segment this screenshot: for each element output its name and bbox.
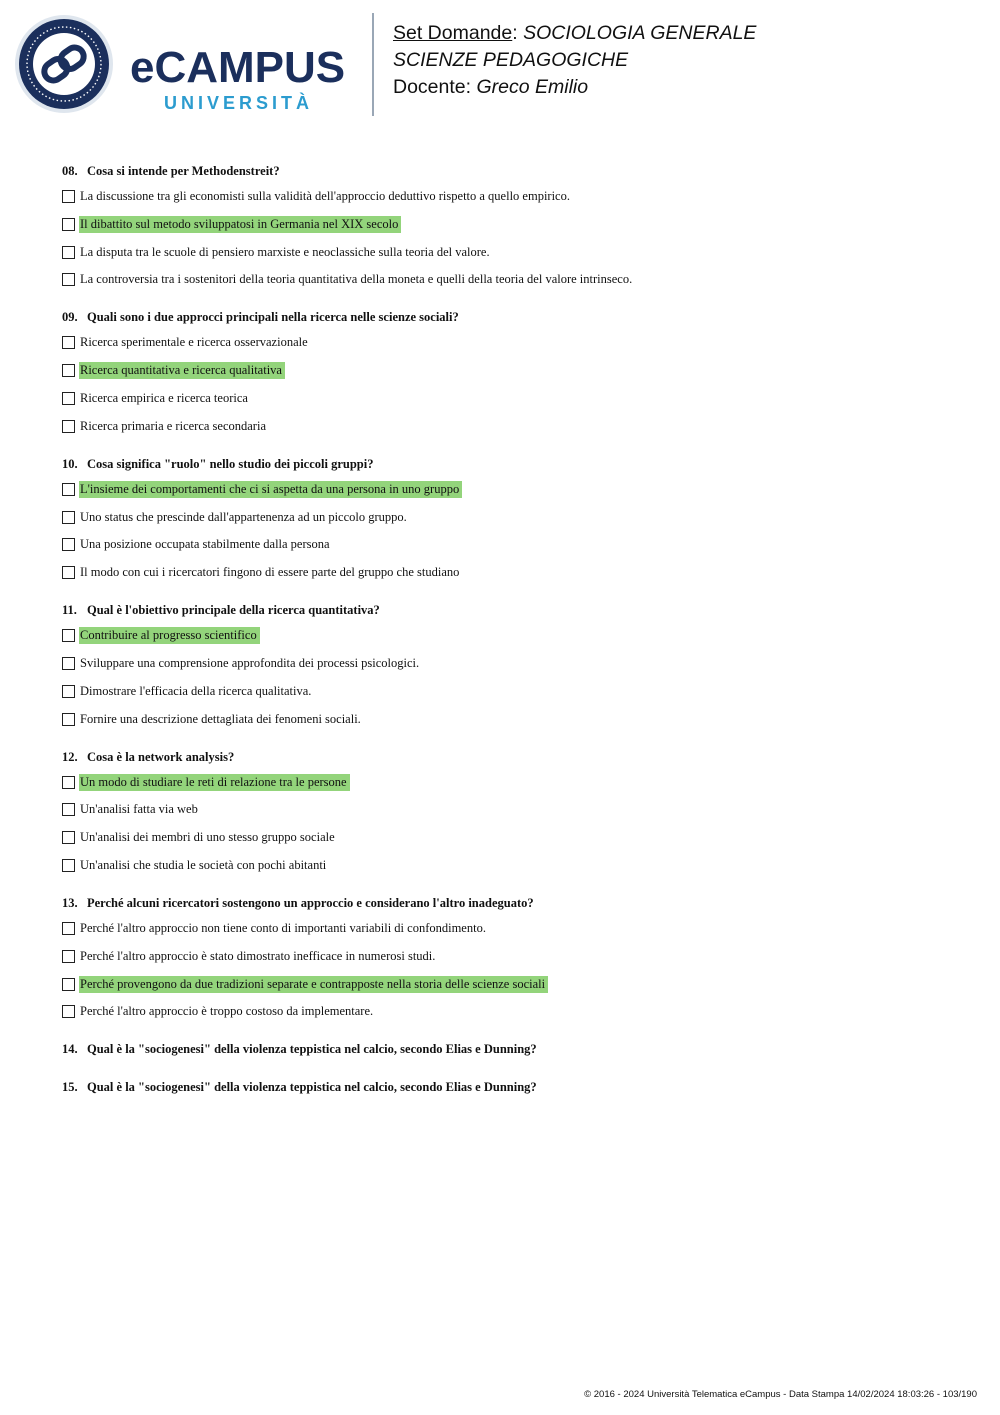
answer-option[interactable]: [62, 773, 962, 792]
answer-option[interactable]: [62, 187, 962, 206]
answer-text: Ricerca empirica e ricerca teorica: [80, 390, 248, 405]
question-number: 10.: [62, 456, 78, 471]
answer-option[interactable]: [62, 243, 962, 262]
answer-checkbox[interactable]: [62, 364, 75, 377]
question-number: 13.: [62, 895, 78, 910]
question-number: 11.: [62, 603, 77, 618]
answer-checkbox[interactable]: [62, 392, 75, 405]
answer-text: Fornire una descrizione dettagliata dei fenomeni sociali.: [80, 711, 361, 726]
answer-text: La discussione tra gli economisti sulla validità dell'approccio deduttivo rispetto a quello empirico.: [80, 189, 570, 203]
question-title: [62, 1041, 962, 1057]
question-number: 12.: [62, 749, 78, 764]
answer-option[interactable]: [62, 480, 962, 499]
question-block: [62, 309, 962, 435]
answer-option[interactable]: [62, 215, 962, 234]
answer-text: Una posizione occupata stabilmente dalla persona: [80, 537, 330, 552]
answer-checkbox[interactable]: [62, 246, 75, 259]
answer-checkbox[interactable]: [62, 1005, 75, 1018]
question-title: [62, 749, 962, 765]
answer-text: Ricerca primaria e ricerca secondaria: [80, 418, 266, 433]
correct-answer-text: Il dibattito sul metodo sviluppatosi in Germania nel XIX secolo: [79, 216, 401, 233]
answer-option[interactable]: [62, 856, 962, 875]
answer-text: Sviluppare una comprensione approfondita dei processi psicologici.: [80, 655, 420, 670]
answer-option[interactable]: [62, 626, 962, 645]
set-label: Set Domande: [393, 22, 513, 44]
answer-text: Dimostrare l'efficacia della ricerca qualitativa.: [80, 683, 312, 698]
question-block: [62, 456, 962, 582]
logo-subtext: UNIVERSITÀ: [164, 93, 314, 113]
answer-option[interactable]: [62, 333, 962, 352]
answer-text: La controversia tra i sostenitori della teoria quantitativa della moneta e quelli della teoria del valore intrinseco.: [80, 272, 633, 287]
answer-text: Perché l'altro approccio è troppo costoso da implementare.: [80, 1004, 374, 1019]
answer-option[interactable]: [62, 389, 962, 408]
answer-checkbox[interactable]: [62, 511, 75, 524]
answer-checkbox[interactable]: [62, 950, 75, 963]
answer-option[interactable]: [62, 1002, 962, 1021]
answer-option[interactable]: [62, 947, 962, 966]
answer-option[interactable]: [62, 563, 962, 582]
answer-text: Un'analisi fatta via web: [80, 802, 198, 817]
answer-text: Un'analisi dei membri di uno stesso gruppo sociale: [80, 830, 335, 845]
course-line: Set Domande: SOCIOLOGIA GENERALE: [393, 22, 757, 44]
answer-checkbox[interactable]: [62, 218, 75, 231]
question-number: 09.: [62, 310, 78, 325]
answer-checkbox[interactable]: [62, 273, 75, 286]
answer-option[interactable]: [62, 828, 962, 847]
correct-answer-text: Un modo di studiare le reti di relazione tra le persone: [79, 774, 350, 791]
answer-option[interactable]: [62, 682, 962, 701]
answer-checkbox[interactable]: [62, 831, 75, 844]
answer-option[interactable]: [62, 417, 962, 436]
correct-answer-text: Contribuire al progresso scientifico: [79, 627, 260, 644]
answer-checkbox[interactable]: [62, 859, 75, 872]
question-text: Qual è l'obiettivo principale della ricerca quantitativa?: [87, 603, 380, 618]
question-title: [62, 1079, 962, 1095]
question-block: [62, 163, 962, 289]
correct-answer-text: L'insieme dei comportamenti che ci si aspetta da una persona in uno gruppo: [79, 481, 462, 498]
header-divider: [372, 13, 374, 116]
footer-copyright: © 2016 - 2024 Università Telematica eCampus - Data Stampa 14/02/2024 18:03:26 - 103/190: [584, 1389, 977, 1400]
answer-checkbox[interactable]: [62, 538, 75, 551]
question-text: Quali sono i due approcci principali nella ricerca nelle scienze sociali?: [87, 310, 459, 325]
question-title: [62, 895, 962, 911]
question-title: [62, 309, 962, 325]
answer-checkbox[interactable]: [62, 566, 75, 579]
teacher-line: [393, 74, 756, 101]
document-header: [393, 20, 756, 101]
answer-checkbox[interactable]: [62, 713, 75, 726]
answer-text: Ricerca sperimentale e ricerca osservazionale: [80, 335, 308, 350]
answer-checkbox[interactable]: [62, 629, 75, 642]
answer-checkbox[interactable]: [62, 657, 75, 670]
answer-option[interactable]: [62, 919, 962, 938]
answer-checkbox[interactable]: [62, 685, 75, 698]
answer-checkbox[interactable]: [62, 978, 75, 991]
answer-option[interactable]: [62, 361, 962, 380]
answer-option[interactable]: [62, 535, 962, 554]
correct-answer-text: Perché provengono da due tradizioni separate e contrapposte nella storia delle scienze sociali: [79, 976, 548, 993]
teacher-name: Greco Emilio: [476, 76, 589, 98]
answer-checkbox[interactable]: [62, 420, 75, 433]
answer-option[interactable]: [62, 654, 962, 673]
answer-option[interactable]: [62, 800, 962, 819]
question-number: 14.: [62, 1042, 78, 1057]
correct-answer-text: Ricerca quantitativa e ricerca qualitativa: [79, 362, 285, 379]
question-text: Perché alcuni ricercatori sostengono un approccio e considerano l'altro inadeguato?: [87, 895, 534, 910]
question-text: Qual è la "sociogenesi" della violenza teppistica nel calcio, secondo Elias e Dunning?: [87, 1080, 537, 1095]
answer-checkbox[interactable]: [62, 803, 75, 816]
answer-checkbox[interactable]: [62, 922, 75, 935]
question-block: [62, 602, 962, 728]
answer-text: Perché l'altro approccio non tiene conto di importanti variabili di confondimento.: [80, 920, 486, 935]
course-title: SOCIOLOGIA GENERALE: [523, 22, 757, 44]
answer-option[interactable]: [62, 710, 962, 729]
question-text: Cosa significa "ruolo" nello studio dei piccoli gruppi?: [87, 456, 374, 471]
question-block: [62, 1041, 962, 1057]
question-list: [62, 163, 962, 1117]
teacher-label: Docente:: [393, 76, 477, 98]
question-title: [62, 456, 962, 472]
question-text: Cosa si intende per Methodenstreit?: [87, 164, 280, 178]
question-title: [62, 602, 962, 618]
answer-text: Il modo con cui i ricercatori fingono di essere parte del gruppo che studiano: [80, 565, 460, 580]
answer-text: La disputa tra le scuole di pensiero marxiste e neoclassiche sulla teoria del valore.: [80, 244, 490, 259]
logo-wordmark: eCAMPUS: [130, 43, 346, 92]
answer-text: Perché l'altro approccio è stato dimostrato inefficace in numerosi studi.: [80, 948, 436, 963]
question-number: 08.: [62, 164, 78, 178]
program-name: SCIENZE PEDAGOGICHE: [393, 49, 629, 71]
question-block: [62, 749, 962, 875]
answer-text: Un'analisi che studia le società con pochi abitanti: [80, 857, 327, 872]
answer-option[interactable]: [62, 270, 962, 289]
ecampus-logo: [14, 14, 359, 118]
answer-checkbox[interactable]: [62, 190, 75, 203]
question-block: [62, 1079, 962, 1095]
question-number: 15.: [62, 1080, 78, 1095]
answer-option[interactable]: [62, 975, 962, 994]
question-block: [62, 895, 962, 1021]
question-title: [62, 163, 962, 179]
answer-checkbox[interactable]: [62, 483, 75, 496]
answer-text: Uno status che prescinde dall'appartenenza ad un piccolo gruppo.: [80, 509, 407, 524]
question-text: Qual è la "sociogenesi" della violenza teppistica nel calcio, secondo Elias e Dunning?: [87, 1042, 537, 1057]
answer-option[interactable]: [62, 508, 962, 527]
answer-checkbox[interactable]: [62, 776, 75, 789]
question-text: Cosa è la network analysis?: [87, 749, 235, 764]
answer-checkbox[interactable]: [62, 336, 75, 349]
